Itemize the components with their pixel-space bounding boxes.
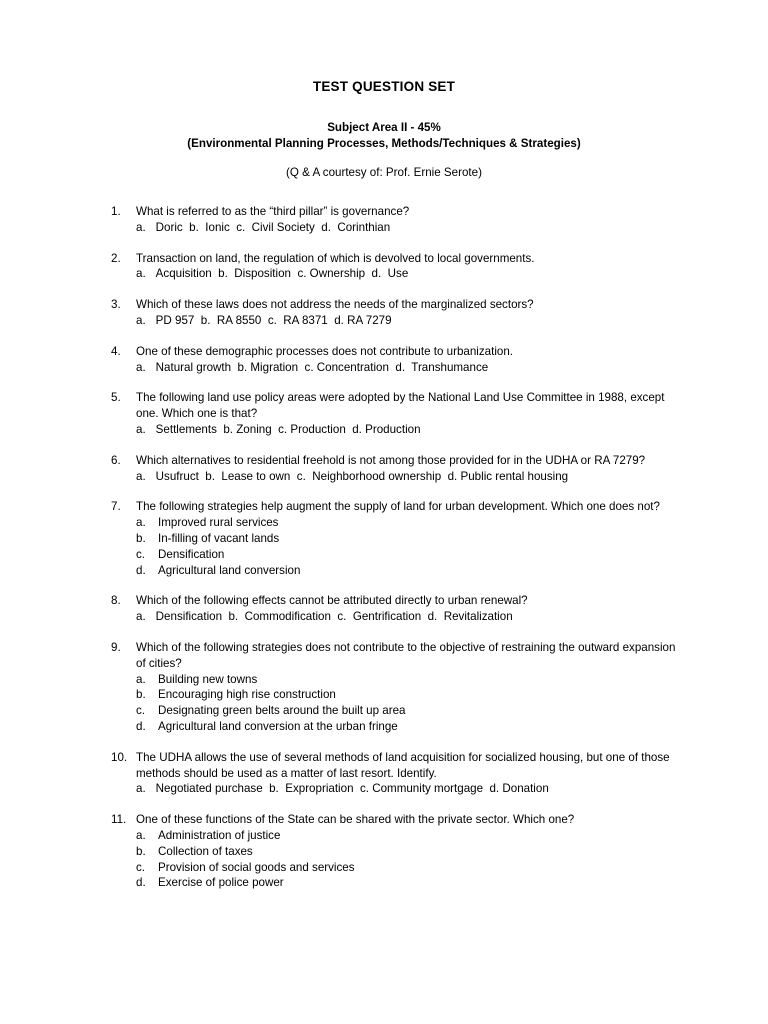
answer-option	[136, 563, 768, 579]
answer-option	[136, 844, 768, 860]
answer-option	[136, 515, 768, 531]
option-text: Densification	[158, 547, 225, 561]
question-number: 8.	[111, 594, 121, 608]
option-letter: a.	[136, 267, 146, 281]
question-list	[0, 204, 768, 906]
question-number: 2.	[111, 251, 121, 265]
question-item	[0, 812, 768, 891]
option-letter: d.	[136, 876, 146, 890]
answer-option	[136, 266, 768, 282]
question-item	[0, 499, 768, 578]
question-number: 7.	[111, 500, 121, 514]
option-text: Agricultural land conversion at the urban fringe	[158, 719, 398, 733]
question-item	[0, 750, 768, 797]
option-text: Natural growth b. Migration c. Concentration d. Transhumance	[155, 360, 489, 374]
question-text: Transaction on land, the regulation of which is devolved to local governments.	[136, 251, 535, 265]
answer-options	[136, 422, 768, 438]
option-letter: b.	[136, 531, 146, 545]
question-item	[0, 593, 768, 625]
question-text: The UDHA allows the use of several methods of land acquisition for socialized housing, but one of those methods should be used as a matter of last resort. Identify.	[136, 750, 670, 780]
option-text: Building new towns	[158, 672, 258, 686]
option-letter: a.	[136, 782, 146, 796]
question-number: 5.	[111, 391, 121, 405]
question-item	[0, 390, 768, 437]
answer-option	[136, 360, 768, 376]
question-item	[0, 204, 768, 236]
answer-options	[136, 672, 768, 735]
option-text: Designating green belts around the built up area	[158, 704, 406, 718]
question-number: 3.	[111, 298, 121, 312]
option-letter: a.	[136, 360, 146, 374]
option-text: Densification b. Commodification c. Gentrification d. Revitalization	[155, 610, 513, 624]
answer-option	[136, 531, 768, 547]
question-item	[0, 297, 768, 329]
question-text: Which of the following strategies does not contribute to the objective of restraining the outward expansion of cities?	[136, 640, 676, 670]
question-text: One of these demographic processes does not contribute to urbanization.	[136, 344, 514, 358]
option-text: Agricultural land conversion	[158, 563, 301, 577]
option-text: Encouraging high rise construction	[158, 688, 336, 702]
option-letter: a.	[136, 516, 146, 530]
option-letter: c.	[136, 860, 146, 874]
answer-option	[136, 719, 768, 735]
answer-options	[136, 781, 768, 797]
answer-option	[136, 547, 768, 563]
question-item	[0, 453, 768, 485]
question-item	[0, 251, 768, 283]
option-text: Exercise of police power	[158, 876, 284, 890]
question-number: 9.	[111, 640, 121, 654]
option-letter: a.	[136, 422, 146, 436]
option-text: Usufruct b. Lease to own c. Neighborhood ownership d. Public rental housing	[155, 469, 569, 483]
option-letter: a.	[136, 469, 146, 483]
answer-options	[136, 313, 768, 329]
question-text: The following land use policy areas were adopted by the National Land Use Committee in 1988, except one. Which one is that?	[136, 391, 665, 421]
question-number: 6.	[111, 453, 121, 467]
option-text: Collection of taxes	[158, 844, 253, 858]
option-letter: a.	[136, 313, 146, 327]
option-letter: a.	[136, 828, 146, 842]
option-text: Acquisition b. Disposition c. Ownership d. Use	[155, 267, 409, 281]
answer-options	[136, 266, 768, 282]
answer-option	[136, 703, 768, 719]
option-letter: c.	[136, 547, 146, 561]
question-text: What is referred to as the “third pillar” is governance?	[136, 205, 410, 218]
answer-options	[136, 360, 768, 376]
question-text: Which of these laws does not address the needs of the marginalized sectors?	[136, 298, 534, 312]
option-letter: d.	[136, 563, 146, 577]
answer-options	[136, 515, 768, 578]
answer-options	[136, 609, 768, 625]
subject-area-line: Subject Area II - 45%	[327, 121, 441, 134]
question-number: 1.	[111, 205, 121, 218]
option-letter: d.	[136, 719, 146, 733]
option-letter: c.	[136, 704, 146, 718]
option-text: Doric b. Ionic c. Civil Society d. Corinthian	[155, 220, 391, 234]
option-letter: a.	[136, 672, 146, 686]
answer-option	[136, 875, 768, 891]
courtesy-line: (Q & A courtesy of: Prof. Ernie Serote)	[286, 166, 482, 179]
answer-option	[136, 672, 768, 688]
option-text: Provision of social goods and services	[158, 860, 355, 874]
page-title: TEST QUESTION SET	[312, 79, 456, 94]
option-letter: b.	[136, 688, 146, 702]
option-text: In-filling of vacant lands	[158, 531, 280, 545]
option-text: Administration of justice	[158, 828, 281, 842]
question-text: The following strategies help augment the supply of land for urban development. Which one does not?	[136, 500, 660, 514]
question-text: One of these functions of the State can be shared with the private sector. Which one?	[136, 813, 575, 827]
answer-options	[136, 469, 768, 485]
subject-heading	[0, 120, 768, 152]
question-number: 4.	[111, 344, 121, 358]
answer-option	[136, 781, 768, 797]
answer-option	[136, 313, 768, 329]
answer-option	[136, 220, 768, 236]
question-number: 11.	[111, 813, 127, 827]
subject-detail-line: (Environmental Planning Processes, Methods/Techniques & Strategies)	[187, 137, 581, 150]
option-text: PD 957 b. RA 8550 c. RA 8371 d. RA 7279	[155, 313, 392, 327]
option-text: Settlements b. Zoning c. Production d. Production	[155, 422, 421, 436]
answer-options	[136, 220, 768, 236]
answer-option	[136, 828, 768, 844]
option-letter: a.	[136, 220, 146, 234]
question-text: Which of the following effects cannot be attributed directly to urban renewal?	[136, 594, 528, 608]
answer-option	[136, 609, 768, 625]
question-text: Which alternatives to residential freehold is not among those provided for in the UDHA or RA 7279?	[136, 453, 646, 467]
question-item	[0, 640, 768, 735]
answer-options	[136, 828, 768, 891]
question-number: 10.	[111, 750, 128, 764]
option-text: Negotiated purchase b. Expropriation c. Community mortgage d. Donation	[155, 782, 549, 796]
answer-option	[136, 860, 768, 876]
option-letter: b.	[136, 844, 146, 858]
question-item	[0, 344, 768, 376]
option-letter: a.	[136, 610, 146, 624]
answer-option	[136, 469, 768, 485]
answer-option	[136, 687, 768, 703]
answer-option	[136, 422, 768, 438]
option-text: Improved rural services	[158, 516, 279, 530]
